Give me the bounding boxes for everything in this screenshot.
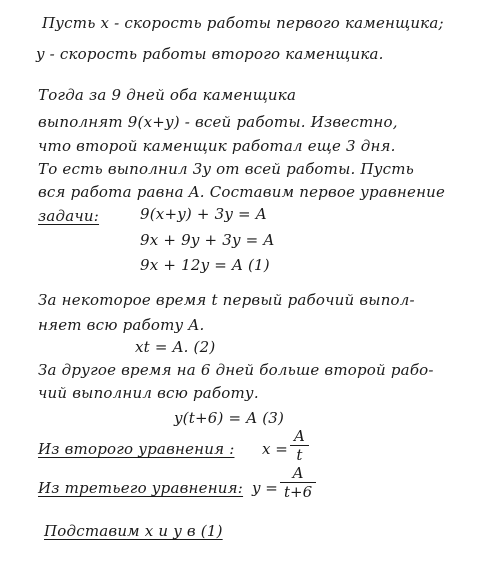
text-line-8: задачи: [38,207,100,225]
equation-1c: 9x + 12y = A (1) [140,256,270,274]
text-line-13: Из второго уравнения : [38,440,235,458]
equation-1a: 9(x+y) + 3y = A [140,205,267,223]
text-line-10: няет всю работу A. [38,316,205,334]
x-fraction-numerator: A [294,427,305,445]
x-expression-lhs: x = [262,440,288,458]
text-line-3: Тогда за 9 дней оба каменщика [38,86,297,104]
equation-1b: 9x + 9y + 3y = A [140,231,275,249]
y-fraction [280,465,316,500]
text-line-4: выполнят 9(x+y) - всей работы. Известно, [38,113,398,131]
text-line-2: y - скорость работы второго каменщика. [36,45,384,63]
text-line-9: За некоторое время t первый рабочий выпол- [38,291,415,309]
y-expression-lhs: y = [252,479,278,497]
text-line-12: чий выполнил всю работу. [38,384,259,402]
text-line-5: что второй каменщик работал еще 3 дня. [38,137,396,155]
text-line-11: За другое время на 6 дней больше второй рабо- [38,361,434,379]
text-line-7: вся работа равна A. Составим первое уравнение [38,183,446,201]
y-fraction-numerator: A [292,464,304,482]
x-fraction [290,428,309,463]
x-fraction-denominator: t [296,446,303,464]
equation-2: xt = A. (2) [135,338,216,356]
text-line-14: Из третьего уравнения: [38,479,244,497]
text-line-1: Пусть x - скорость работы первого каменщика; [42,14,444,32]
text-line-6: То есть выполнил 3y от всей работы. Пусть [38,160,415,178]
equation-3: y(t+6) = A (3) [174,409,285,427]
y-fraction-denominator: t+6 [284,483,313,501]
text-line-15: Подставим x и y в (1) [44,522,223,540]
